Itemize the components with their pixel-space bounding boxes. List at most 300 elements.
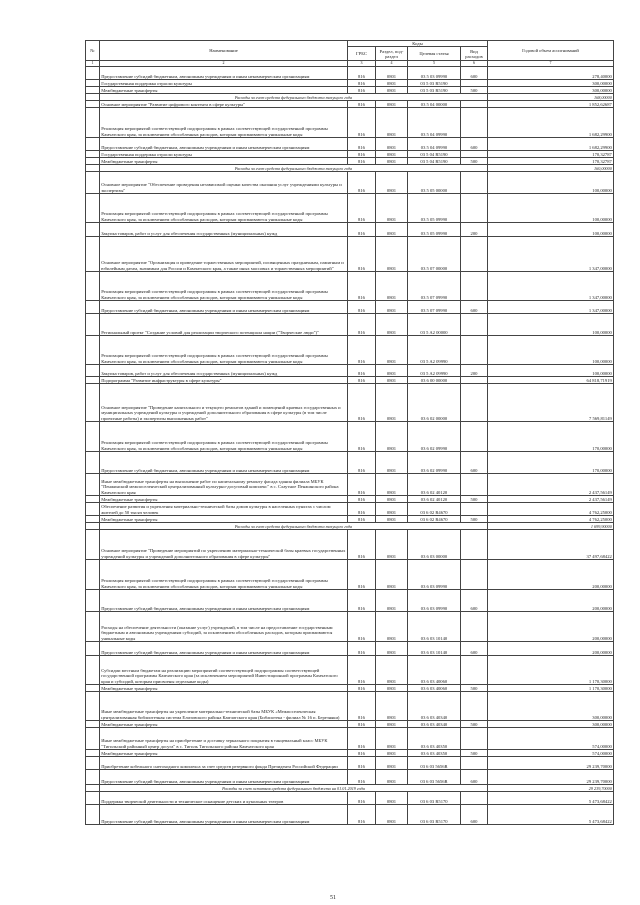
row-section: 0801 <box>376 80 408 87</box>
row-number <box>86 452 100 474</box>
row-amount: 170,32787 <box>488 158 614 165</box>
row-name: Закупка товаров, работ и услуг для обеспечения государственных (муниципальных) нужд <box>100 365 348 377</box>
table-row <box>86 692 614 721</box>
row-amount: 100,00000 <box>488 336 614 365</box>
funding-source-row <box>86 94 614 101</box>
row-number <box>86 301 100 314</box>
row-number <box>86 365 100 377</box>
row-target: 03 6 03 R5170 <box>408 792 461 805</box>
row-grbs: 816 <box>348 101 376 108</box>
row-amount: 170,00000 <box>488 452 614 474</box>
row-section: 0801 <box>376 272 408 301</box>
row-exp-type: 600 <box>461 67 488 80</box>
row-grbs: 816 <box>348 301 376 314</box>
row-name: Предоставление субсидий бюджетным, автономным учреждениям и иным некоммерческим организациям <box>100 301 348 314</box>
row-number <box>86 612 100 642</box>
table-row <box>86 87 614 94</box>
row-section: 0801 <box>376 223 408 237</box>
column-index-6: 6 <box>461 61 488 67</box>
row-target: 03 6 02 09990 <box>408 422 461 452</box>
row-target: 03 5 A2 09990 <box>408 365 461 377</box>
row-section: 0801 <box>376 422 408 452</box>
table-row <box>86 336 614 365</box>
row-exp-type <box>461 101 488 108</box>
row-name: Поддержка творческой деятельности и техническое оснащение детских и кукольных театров <box>100 792 348 805</box>
row-section: 0801 <box>376 67 408 80</box>
row-number <box>86 422 100 452</box>
row-number <box>86 377 100 384</box>
row-number <box>86 172 100 194</box>
table-row <box>86 377 614 384</box>
row-exp-type <box>461 422 488 452</box>
row-exp-type <box>461 728 488 750</box>
row-number <box>86 80 100 87</box>
funding-source-label: Расходы за счет средств федерального бюджета текущего года <box>100 165 488 172</box>
row-grbs: 816 <box>348 728 376 750</box>
row-number <box>86 272 100 301</box>
column-index-4: 4 <box>376 61 408 67</box>
row-name: Межбюджетные трансферты <box>100 87 348 94</box>
row-number <box>86 151 100 158</box>
row-number <box>86 560 100 590</box>
row-exp-type: 600 <box>461 642 488 656</box>
row-grbs: 816 <box>348 792 376 805</box>
table-row <box>86 101 614 108</box>
row-section: 0801 <box>376 728 408 750</box>
row-target: 03 5 03 09990 <box>408 67 461 80</box>
row-grbs: 816 <box>348 422 376 452</box>
row-section: 0801 <box>376 108 408 138</box>
row-grbs: 816 <box>348 314 376 336</box>
row-amount: 160,00000 <box>488 165 614 172</box>
row-grbs: 816 <box>348 750 376 757</box>
row-number <box>86 138 100 151</box>
row-name: Иные межбюджетные трансферты на укрепление материально-технической базы МБУК «Межпоселенческая централизованная библиотечная система Елизовского района Камчатского края (Библиотека - филиал № 16 п. Березняки) <box>100 692 348 721</box>
table-row <box>86 590 614 612</box>
row-grbs: 816 <box>348 757 376 770</box>
row-name: Межбюджетные трансферты <box>100 721 348 728</box>
row-number <box>86 757 100 770</box>
row-grbs: 816 <box>348 496 376 503</box>
row-number <box>86 728 100 750</box>
row-number <box>86 692 100 721</box>
row-name: Основное мероприятие "Развитие цифрового контента в сфере культуры" <box>100 101 348 108</box>
row-exp-type: 600 <box>461 138 488 151</box>
header-target: Целевая статья <box>408 47 461 61</box>
row-amount: 1 682,29900 <box>488 138 614 151</box>
row-name: Основное мероприятие "Проведение мероприятий по укреплению материально-технической базы краевых государственных учреждений культуры и учреждений дополнительного образования в сфере культуры" <box>100 530 348 560</box>
row-section: 0801 <box>376 194 408 223</box>
row-target: 03 6 02 R4670 <box>408 516 461 523</box>
header-number: № <box>86 41 100 61</box>
table-row <box>86 560 614 590</box>
row-number <box>86 516 100 523</box>
column-index-7: 7 <box>488 61 614 67</box>
table-row <box>86 108 614 138</box>
table-row <box>86 172 614 194</box>
row-grbs: 816 <box>348 560 376 590</box>
row-name: Иные межбюджетные трансферты на выполнение работ по капитальному ремонту фасада здания филиала МБУК "Пенжинский межпоселенческий централизованный культурно-досуговый комплекс" в с. Слаутное Пенжинского района Камчатского края <box>100 474 348 496</box>
row-exp-type: 600 <box>461 452 488 474</box>
row-section: 0801 <box>376 503 408 516</box>
row-amount: 100,00000 <box>488 365 614 377</box>
row-section: 0801 <box>376 750 408 757</box>
budget-sheet <box>85 40 613 825</box>
row-grbs: 816 <box>348 721 376 728</box>
row-name: Основное мероприятие "Организация и проведение торжественных мероприятий, посвященных праздничным, памятным и юбилейным датам, значимым для России и Камчатского края, а также иных массовых и торжественных мероприятий" <box>100 237 348 272</box>
row-target: 03 5 03 R5190 <box>408 87 461 94</box>
table-row <box>86 237 614 272</box>
row-section: 0801 <box>376 656 408 685</box>
row-amount: 278,40000 <box>488 67 614 80</box>
row-exp-type: 500 <box>461 496 488 503</box>
row-exp-type: 500 <box>461 750 488 757</box>
table-row <box>86 301 614 314</box>
row-section: 0801 <box>376 138 408 151</box>
row-name: Региональный проект "Создание условий для реализации творческого потенциала нации ("Творческие люди")" <box>100 314 348 336</box>
row-target: 03 6 02 R4670 <box>408 503 461 516</box>
row-number <box>86 770 100 785</box>
header-exp-type: Вид расходов <box>461 47 488 61</box>
row-grbs: 816 <box>348 67 376 80</box>
row-section: 0801 <box>376 530 408 560</box>
row-number <box>86 237 100 272</box>
row-target: 03 6 03 00000 <box>408 530 461 560</box>
row-grbs: 816 <box>348 805 376 825</box>
table-row <box>86 757 614 770</box>
row-number <box>86 94 100 101</box>
row-target: 03 6 03 40060 <box>408 656 461 685</box>
row-amount: 2 437,56149 <box>488 474 614 496</box>
row-target: 03 5 A2 09990 <box>408 336 461 365</box>
table-row <box>86 516 614 523</box>
row-section: 0801 <box>376 172 408 194</box>
row-amount: 1 347,00000 <box>488 237 614 272</box>
row-target: 03 6 03 10140 <box>408 642 461 656</box>
row-section: 0801 <box>376 377 408 384</box>
row-exp-type: 500 <box>461 721 488 728</box>
row-number <box>86 523 100 530</box>
row-exp-type <box>461 108 488 138</box>
row-amount: 200,00000 <box>488 642 614 656</box>
row-amount: 100,00000 <box>488 223 614 237</box>
row-exp-type <box>461 384 488 422</box>
row-section: 0801 <box>376 757 408 770</box>
row-number <box>86 792 100 805</box>
row-section: 0801 <box>376 101 408 108</box>
row-target: 03 6 02 00000 <box>408 384 461 422</box>
row-section: 0801 <box>376 516 408 523</box>
table-row <box>86 422 614 452</box>
row-name: Предоставление субсидий бюджетным, автономным учреждениям и иным некоммерческим организациям <box>100 642 348 656</box>
row-grbs: 816 <box>348 138 376 151</box>
row-number <box>86 223 100 237</box>
row-section: 0801 <box>376 237 408 272</box>
row-target: 03 6 02 40120 <box>408 474 461 496</box>
row-target: 03 6 03 5656R <box>408 770 461 785</box>
row-number <box>86 87 100 94</box>
table-row <box>86 384 614 422</box>
row-name: Государственная поддержка отрасли культуры <box>100 80 348 87</box>
row-exp-type: 200 <box>461 365 488 377</box>
row-target: 03 6 03 40350 <box>408 750 461 757</box>
row-target: 03 6 03 09990 <box>408 560 461 590</box>
column-index-1: 1 <box>86 61 100 67</box>
row-section: 0801 <box>376 612 408 642</box>
row-name: Предоставление субсидий бюджетным, автономным учреждениям и иным некоммерческим организациям <box>100 67 348 80</box>
row-exp-type <box>461 503 488 516</box>
row-amount: 200,00000 <box>488 612 614 642</box>
row-name: Реализация мероприятий соответствующей подпрограммы в рамках соответствующей государственной программы Камчатского края, за исключением обособленных расходов, которым присваиваются уникальные коды <box>100 422 348 452</box>
row-target: 03 6 03 10140 <box>408 612 461 642</box>
header-codes: Коды <box>348 41 488 47</box>
row-grbs: 816 <box>348 272 376 301</box>
row-amount: 29 239,70000 <box>488 770 614 785</box>
row-exp-type <box>461 237 488 272</box>
row-number <box>86 785 100 792</box>
table-row <box>86 80 614 87</box>
row-amount: 29 239,70000 <box>488 785 614 792</box>
row-name: Подпрограмма "Развитие инфраструктуры в сфере культуры" <box>100 377 348 384</box>
header-section: Раздел, под-раздел <box>376 47 408 61</box>
row-exp-type <box>461 792 488 805</box>
row-name: Реализация мероприятий соответствующей подпрограммы в рамках соответствующей государственной программы Камчатского края, за исключением обособленных расходов, которым присваиваются уникальные коды <box>100 336 348 365</box>
table-row <box>86 272 614 301</box>
row-grbs: 816 <box>348 516 376 523</box>
row-name: Предоставление субсидий бюджетным, автономным учреждениям и иным некоммерческим организациям <box>100 138 348 151</box>
row-grbs: 816 <box>348 612 376 642</box>
row-target: 03 5 04 R5190 <box>408 158 461 165</box>
row-number <box>86 384 100 422</box>
row-amount: 1 852,62687 <box>488 101 614 108</box>
row-exp-type: 600 <box>461 805 488 825</box>
row-exp-type <box>461 151 488 158</box>
row-name: Основное мероприятие "Проведение капитального и текущего ремонтов зданий и помещений краевых государственных и муниципальных учреждений культуры и учреждений дополнительного образования в сфере культуры (в том числе проектные работы) и экспертизы выполненных работ" <box>100 384 348 422</box>
funding-source-row <box>86 165 614 172</box>
row-grbs: 816 <box>348 590 376 612</box>
row-number <box>86 101 100 108</box>
row-exp-type <box>461 272 488 301</box>
table-row <box>86 642 614 656</box>
row-exp-type <box>461 612 488 642</box>
row-target: 03 6 03 40340 <box>408 692 461 721</box>
row-name: Государственная поддержка отрасли культуры <box>100 151 348 158</box>
row-exp-type: 600 <box>461 301 488 314</box>
row-grbs: 816 <box>348 365 376 377</box>
row-target: 03 6 02 09990 <box>408 452 461 474</box>
column-index-3: 3 <box>348 61 376 67</box>
row-exp-type: 600 <box>461 590 488 612</box>
row-name: Иные межбюджетные трансферты на приобретение и доставку зеркального покрытия в танцевальный класс МБУК "Тигильский районный центр досуга" в с. Тигиль Тигильского района Камчатского края <box>100 728 348 750</box>
row-section: 0801 <box>376 496 408 503</box>
funding-source-row <box>86 523 614 530</box>
table-row <box>86 728 614 750</box>
row-amount: 1 170,30000 <box>488 685 614 692</box>
table-row <box>86 365 614 377</box>
column-index-2: 2 <box>100 61 348 67</box>
table-row <box>86 314 614 336</box>
row-number <box>86 642 100 656</box>
row-section: 0801 <box>376 560 408 590</box>
row-section: 0801 <box>376 642 408 656</box>
row-amount: 300,00000 <box>488 87 614 94</box>
row-section: 0801 <box>376 792 408 805</box>
row-section: 0801 <box>376 365 408 377</box>
row-grbs: 816 <box>348 384 376 422</box>
table-row <box>86 67 614 80</box>
table-row <box>86 496 614 503</box>
row-amount: 200,00000 <box>488 560 614 590</box>
row-target: 03 6 03 09990 <box>408 590 461 612</box>
row-target: 03 6 03 40340 <box>408 721 461 728</box>
row-amount: 5 473,68422 <box>488 792 614 805</box>
table-row <box>86 750 614 757</box>
header-grbs: ГРБС <box>348 47 376 61</box>
row-amount: 300,00000 <box>488 692 614 721</box>
row-section: 0801 <box>376 685 408 692</box>
row-name: Субсидии местным бюджетам на реализацию мероприятий соответствующей подпрограммы соответствующей государственной программы Камчатского края (за исключением мероприятий Инвестиционной программы Камчатского края и субсидий, которым присвоены отдельные коды) <box>100 656 348 685</box>
row-amount: 1 347,00000 <box>488 272 614 301</box>
table-row <box>86 194 614 223</box>
row-number <box>86 314 100 336</box>
row-exp-type <box>461 560 488 590</box>
row-exp-type: 500 <box>461 87 488 94</box>
row-grbs: 816 <box>348 452 376 474</box>
table-row <box>86 656 614 685</box>
row-name: Закупка товаров, работ и услуг для обеспечения государственных (муниципальных) нужд <box>100 223 348 237</box>
row-exp-type <box>461 336 488 365</box>
row-amount: 2 437,56149 <box>488 496 614 503</box>
row-number <box>86 805 100 825</box>
row-grbs: 816 <box>348 223 376 237</box>
row-number <box>86 750 100 757</box>
row-exp-type <box>461 172 488 194</box>
row-amount: 300,00000 <box>488 721 614 728</box>
funding-source-label: Расходы за счет средств федерального бюджета текущего года <box>100 94 488 101</box>
row-exp-type <box>461 474 488 496</box>
row-grbs: 816 <box>348 656 376 685</box>
row-target: 03 5 05 09990 <box>408 194 461 223</box>
row-name: Межбюджетные трансферты <box>100 158 348 165</box>
funding-source-label: Расходы за счет остатков средств федерального бюджета на 01.01.2019 года <box>100 785 488 792</box>
row-grbs: 816 <box>348 530 376 560</box>
table-row <box>86 503 614 516</box>
row-exp-type: 600 <box>461 770 488 785</box>
row-section: 0801 <box>376 314 408 336</box>
row-amount: 200,00000 <box>488 590 614 612</box>
row-grbs: 816 <box>348 237 376 272</box>
table-row <box>86 151 614 158</box>
row-grbs: 816 <box>348 108 376 138</box>
row-grbs: 816 <box>348 336 376 365</box>
row-name: Реализация мероприятий соответствующей подпрограммы в рамках соответствующей государственной программы Камчатского края, за исключением обособленных расходов, которым присваиваются уникальные коды <box>100 560 348 590</box>
row-number <box>86 503 100 516</box>
row-grbs: 816 <box>348 151 376 158</box>
table-row <box>86 805 614 825</box>
row-amount: 1 699,90000 <box>488 523 614 530</box>
table-row <box>86 530 614 560</box>
row-target: 03 6 02 40120 <box>408 496 461 503</box>
row-name: Реализация мероприятий соответствующей подпрограммы в рамках соответствующей государственной программы Камчатского края, за исключением обособленных расходов, которым присваиваются уникальные коды <box>100 108 348 138</box>
row-name: Предоставление субсидий бюджетным, автономным учреждениям и иным некоммерческим организациям <box>100 590 348 612</box>
row-target: 03 5 04 R5190 <box>408 151 461 158</box>
row-number <box>86 530 100 560</box>
row-number <box>86 336 100 365</box>
row-name: Расходы на обеспечение деятельности (оказание услуг) учреждений, в том числе на предоставление государственным бюджетным и автономным учреждениям субсидий, за исключением обособленных расходов, которым присваиваются уникальные коды <box>100 612 348 642</box>
row-grbs: 816 <box>348 642 376 656</box>
row-section: 0801 <box>376 301 408 314</box>
row-number <box>86 685 100 692</box>
row-exp-type <box>461 314 488 336</box>
row-exp-type <box>461 692 488 721</box>
table-row <box>86 792 614 805</box>
table-row <box>86 223 614 237</box>
header-volume: Годовой объем ассигнований <box>488 41 614 61</box>
row-number <box>86 590 100 612</box>
funding-source-label: Расходы за счет средств федерального бюджета текущего года <box>100 523 488 530</box>
row-name: Предоставление субсидий бюджетным, автономным учреждениям и иным некоммерческим организациям <box>100 452 348 474</box>
row-amount: 29 239,70000 <box>488 757 614 770</box>
row-amount: 100,00000 <box>488 314 614 336</box>
row-number <box>86 165 100 172</box>
row-amount: 4 762,25000 <box>488 516 614 523</box>
row-grbs: 816 <box>348 770 376 785</box>
row-target: 03 5 04 09990 <box>408 138 461 151</box>
row-grbs: 816 <box>348 172 376 194</box>
row-exp-type: 500 <box>461 158 488 165</box>
row-name: Приобретение кобельного снегоходного комплекса за счет средств резервного фонда Президента Российской Федерации <box>100 757 348 770</box>
row-exp-type: 500 <box>461 516 488 523</box>
row-amount: 64 818,71919 <box>488 377 614 384</box>
row-target: 03 6 03 R5170 <box>408 805 461 825</box>
row-amount: 100,00000 <box>488 194 614 223</box>
row-section: 0801 <box>376 692 408 721</box>
row-amount: 37 497,68422 <box>488 530 614 560</box>
row-grbs: 816 <box>348 474 376 496</box>
row-section: 0801 <box>376 590 408 612</box>
row-grbs: 816 <box>348 685 376 692</box>
row-amount: 7 569,81149 <box>488 384 614 422</box>
row-target: 03 6 03 40350 <box>408 728 461 750</box>
row-amount: 300,00000 <box>488 80 614 87</box>
row-exp-type: 200 <box>461 223 488 237</box>
row-amount: 168,00000 <box>488 94 614 101</box>
row-target: 03 6 03 40060 <box>408 685 461 692</box>
row-amount: 574,00000 <box>488 750 614 757</box>
row-exp-type <box>461 80 488 87</box>
row-name: Предоставление субсидий бюджетным, автономным учреждениям и иным некоммерческим организациям <box>100 770 348 785</box>
row-name: Основное мероприятие "Обеспечение проведения независимой оценки качества оказания услуг учреждениями культуры и экспертизы" <box>100 172 348 194</box>
table-row <box>86 138 614 151</box>
row-amount: 5 473,68422 <box>488 805 614 825</box>
row-section: 0801 <box>376 721 408 728</box>
page-number: 51 <box>330 895 336 901</box>
row-name: Реализация мероприятий соответствующей подпрограммы в рамках соответствующей государственной программы Камчатского края, за исключением обособленных расходов, которым присваиваются уникальные коды <box>100 272 348 301</box>
row-number <box>86 108 100 138</box>
row-target: 03 5 07 09990 <box>408 272 461 301</box>
row-target: 03 5 04 00000 <box>408 101 461 108</box>
row-target: 03 6 03 5656R <box>408 757 461 770</box>
column-index-5: 5 <box>408 61 461 67</box>
row-target: 03 5 A2 00000 <box>408 314 461 336</box>
row-target: 03 5 05 09990 <box>408 223 461 237</box>
row-number <box>86 194 100 223</box>
table-row <box>86 770 614 785</box>
table-row <box>86 452 614 474</box>
row-number <box>86 496 100 503</box>
table-row <box>86 612 614 642</box>
row-amount: 574,00000 <box>488 728 614 750</box>
